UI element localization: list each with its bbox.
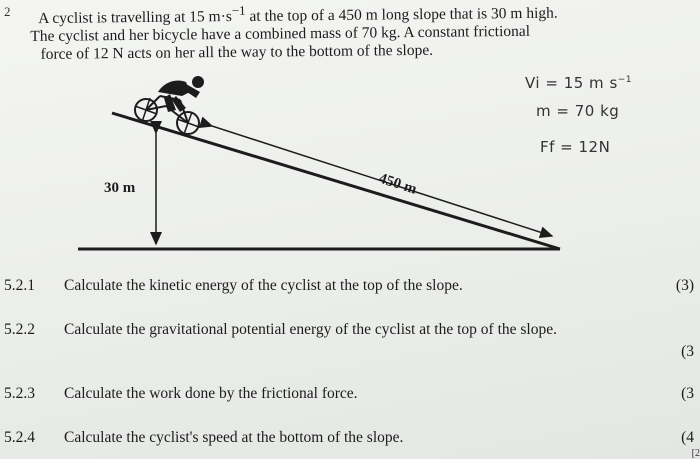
question-text: Calculate the gravitational potential energy of the cyclist at the top of the slope. <box>64 321 557 338</box>
question-number: 5.2.4 <box>4 429 35 446</box>
slope-surface <box>112 113 560 249</box>
question-marks: (4 <box>681 429 694 446</box>
cyclist-icon <box>135 76 204 134</box>
slope-length-label: 450 m <box>376 170 419 198</box>
question-number: 5.2.3 <box>4 385 35 402</box>
note-friction: Ff = 12N <box>540 138 611 156</box>
problem-line-1: A cyclist is travelling at 15 $m\cdot s^{-1}$ at the top of a 450 m long slope that is 30 m high. <box>38 2 558 28</box>
problem-line-3: force of 12 N acts on her all the way to the bottom of the slope. <box>40 41 434 64</box>
question-5-2-1 <box>4 276 694 300</box>
question-number: 5.2.1 <box>4 277 35 294</box>
question-marks: (3 <box>681 385 694 402</box>
question-text: Calculate the cyclist's speed at the bottom of the slope. <box>64 429 404 446</box>
question-marks: (3) <box>675 277 694 294</box>
problem-line-2: The cyclist and her bicycle have a combined mass of 70 kg. A constant frictional <box>30 22 531 46</box>
question-text: Calculate the kinetic energy of the cyclist at the top of the slope. <box>64 277 463 294</box>
question-5-2-2 <box>4 320 694 364</box>
question-marks: (3 <box>681 343 694 360</box>
note-initial-velocity: Vi = 15 m $s^{-1}$ <box>525 74 633 92</box>
cropped-corner-text: [2 <box>691 448 700 459</box>
question-number: 5.2.2 <box>4 321 35 338</box>
question-5-2-4 <box>4 428 694 452</box>
margin-mark: 2 <box>4 4 11 19</box>
height-label: 30 m <box>104 180 136 196</box>
velocity-unit-exponent: −1 <box>231 2 246 18</box>
question-text: Calculate the work done by the frictional force. <box>64 385 358 402</box>
question-5-2-3 <box>4 384 694 408</box>
note-mass: m = 70 kg <box>536 102 620 120</box>
